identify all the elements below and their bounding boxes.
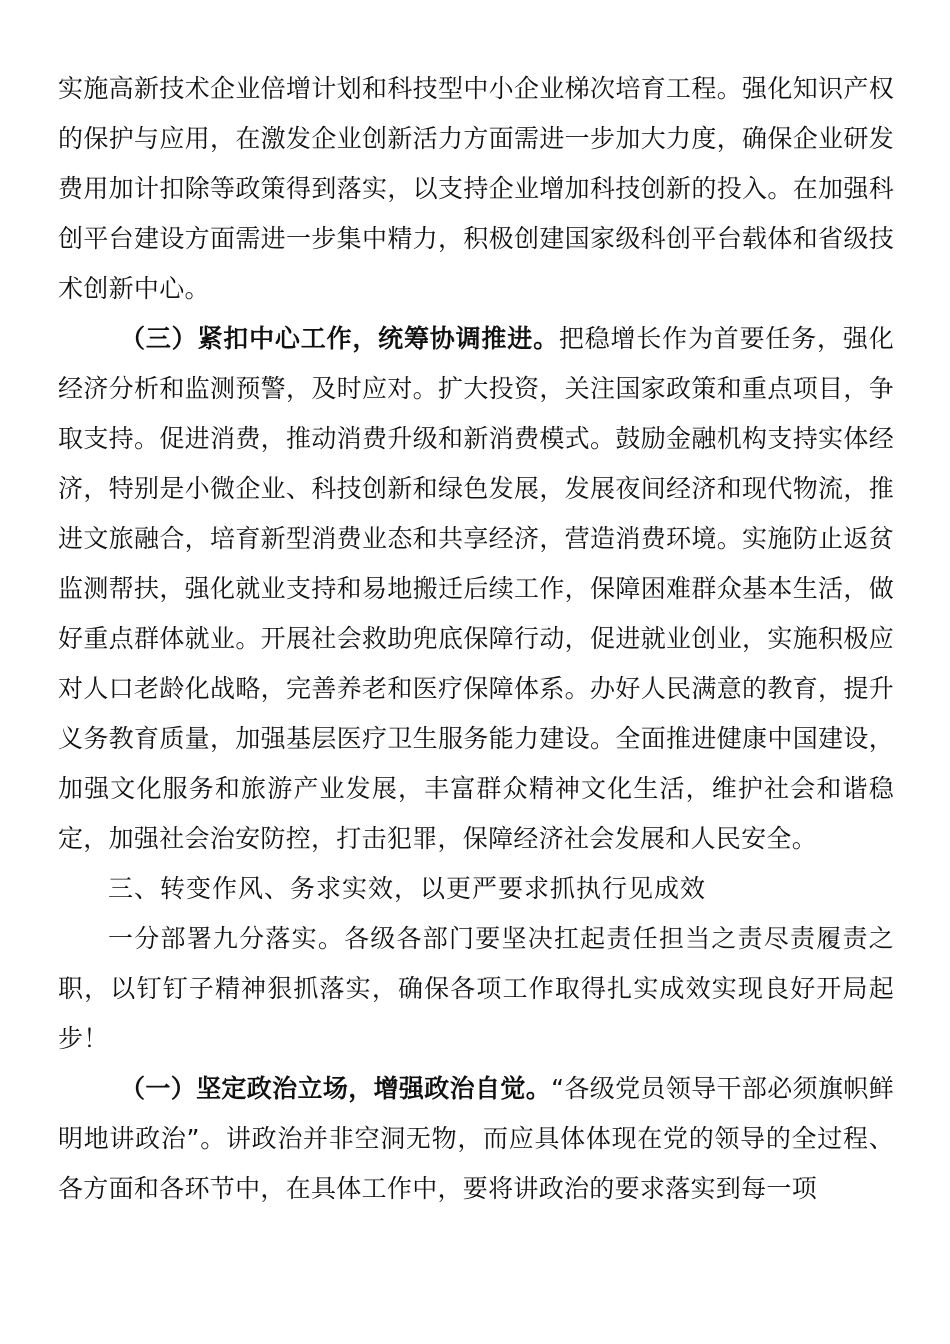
document-body [58, 64, 894, 1214]
paragraph-political-stance-heading: （一）坚定政治立场，增强政治自觉。 [120, 1074, 552, 1103]
paragraph-central-work [58, 314, 894, 864]
paragraph-political-stance-body: “各级党员领导干部必须旗帜鲜明地讲政治”。讲政治并非空洞无物，而应具体体现在党的领导的全过程、各方面和各环节中，在具体工作中，要将讲政治的要求落实到每一项 [58, 1074, 894, 1203]
paragraph-innovation: 实施高新技术企业倍增计划和科技型中小企业梯次培育工程。强化知识产权的保护与应用，在激发企业创新活力方面需进一步加大力度，确保企业研发费用加计扣除等政策得到落实，以支持企业增加科技创新的投入。在加强科创平台建设方面需进一步集中精力，积极创建国家级科创平台载体和省级技术创新中心。 [58, 74, 894, 303]
section-three-heading: 三、转变作风、务求实效，以更严要求抓执行见成效 [108, 874, 707, 903]
paragraph-central-work-heading: （三）紧扣中心工作，统筹协调推进。 [120, 324, 559, 353]
paragraph-central-work-body: 把稳增长作为首要任务，强化经济分析和监测预警，及时应对。扩大投资，关注国家政策和重点项目，争取支持。促进消费，推动消费升级和新消费模式。鼓励金融机构支持实体经济，特别是小微企业、科技创新和绿色发展，发展夜间经济和现代物流，推进文旅融合，培育新型消费业态和共享经济，营造消费环境。实施防止返贫监测帮扶，强化就业支持和易地搬迁后续工作，保障困难群众基本生活，做好重点群体就业。开展社会救助兜底保障行动，促进就业创业，实施积极应对人口老龄化战略，完善养老和医疗保障体系。办好人民满意的教育，提升义务教育质量，加强基层医疗卫生服务能力建设。全面推进健康中国建设，加强文化服务和旅游产业发展，丰富群众精神文化生活，维护社会和谐稳定，加强社会治安防控，打击犯罪，保障经济社会发展和人民安全。 [58, 324, 894, 853]
paragraph-implementation: 一分部署九分落实。各级各部门要坚决扛起责任担当之责尽责履责之职，以钉钉子精神狠抓落实，确保各项工作取得扎实成效实现良好开局起步！ [58, 924, 894, 1053]
paragraph-political-stance [58, 1064, 894, 1214]
